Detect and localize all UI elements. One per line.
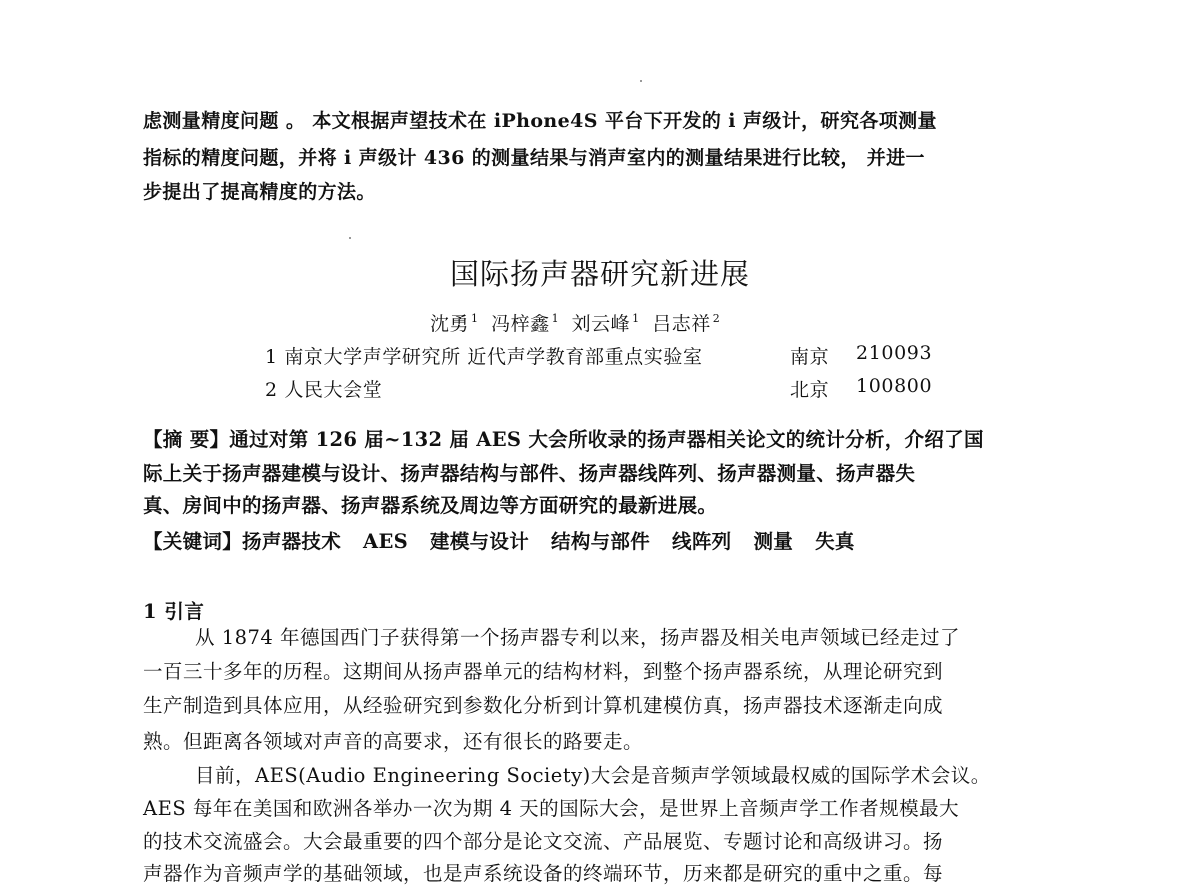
section-heading: 1 引言	[143, 600, 205, 623]
affiliation-2	[265, 375, 965, 402]
keywords-label: 【关键词】	[143, 530, 243, 553]
intro-line-2: 指标的精度问题，并将 i 声级计 436 的测量结果与消声室内的测量结果进行比较， 并进一	[143, 147, 925, 169]
author-name: 沈勇	[430, 313, 470, 335]
affiliation-text: 1 南京大学声学研究所 近代声学教育部重点实验室	[265, 346, 703, 368]
keyword: AES	[363, 530, 409, 553]
author-list	[430, 309, 726, 336]
affiliation-zip: 100800	[856, 375, 933, 397]
scan-speck	[640, 80, 642, 82]
author-sup: 2	[712, 312, 721, 325]
author-name: 刘云峰	[571, 313, 631, 335]
abstract-line-1: 【摘 要】通过对第 126 届~132 届 AES 大会所收录的扬声器相关论文的统计分析，介绍了国	[143, 428, 984, 451]
intro-line-1: 虑测量精度问题 。 本文根据声望技术在 iPhone4S 平台下开发的 i 声级计，研究各项测量	[143, 110, 937, 132]
affiliation-city: 北京	[790, 379, 830, 401]
body-line-4: 熟。但距离各领域对声音的高要求，还有很长的路要走。	[143, 730, 644, 753]
author-name: 冯梓鑫	[491, 313, 550, 335]
keyword: 结构与部件	[551, 530, 651, 553]
body-line-7: 的技术交流盛会。大会最重要的四个部分是论文交流、产品展览、专题讨论和高级讲习。扬	[143, 830, 944, 853]
scan-speck	[349, 237, 351, 239]
keyword: 建模与设计	[430, 530, 530, 553]
body-line-6: AES 每年在美国和欧洲各举办一次为期 4 天的国际大会，是世界上音频声学工作者规模最大	[143, 797, 960, 820]
keywords-line	[143, 526, 877, 554]
author-name: 吕志祥	[652, 313, 711, 335]
body-line-2: 一百三十多年的历程。这期间从扬声器单元的结构材料，到整个扬声器系统，从理论研究到	[143, 660, 944, 683]
affiliation-zip: 210093	[856, 342, 933, 364]
body-line-1: 从 1874 年德国西门子获得第一个扬声器专利以来，扬声器及相关电声领域已经走过了	[195, 626, 961, 649]
author-sup: 1	[471, 312, 479, 325]
affiliation-text: 2 人民大会堂	[265, 379, 383, 401]
keyword: 线阵列	[672, 530, 732, 553]
keyword: 扬声器技术	[242, 530, 342, 553]
abstract-line-3: 真、房间中的扬声器、扬声器系统及周边等方面研究的最新进展。	[143, 494, 718, 517]
article-title: 国际扬声器研究新进展	[449, 257, 750, 291]
affiliation-city: 南京	[790, 346, 830, 368]
keyword: 失真	[815, 530, 855, 553]
author-sup: 1	[551, 312, 560, 325]
body-line-3: 生产制造到具体应用，从经验研究到参数化分析到计算机建模仿真，扬声器技术逐渐走向成	[143, 694, 944, 717]
affiliation-1	[265, 342, 965, 369]
abstract-line-2: 际上关于扬声器建模与设计、扬声器结构与部件、扬声器线阵列、扬声器测量、扬声器失	[143, 462, 916, 485]
body-line-5: 目前，AES(Audio Engineering Society)大会是音频声学领域最权威的国际学术会议。	[195, 764, 991, 787]
author-sup: 1	[632, 312, 640, 325]
body-line-8: 声器作为音频声学的基础领域，也是声系统设备的终端环节，历来都是研究的重中之重。每	[143, 862, 944, 885]
keyword: 测量	[753, 530, 794, 553]
intro-line-3: 步提出了提高精度的方法。	[143, 181, 376, 203]
